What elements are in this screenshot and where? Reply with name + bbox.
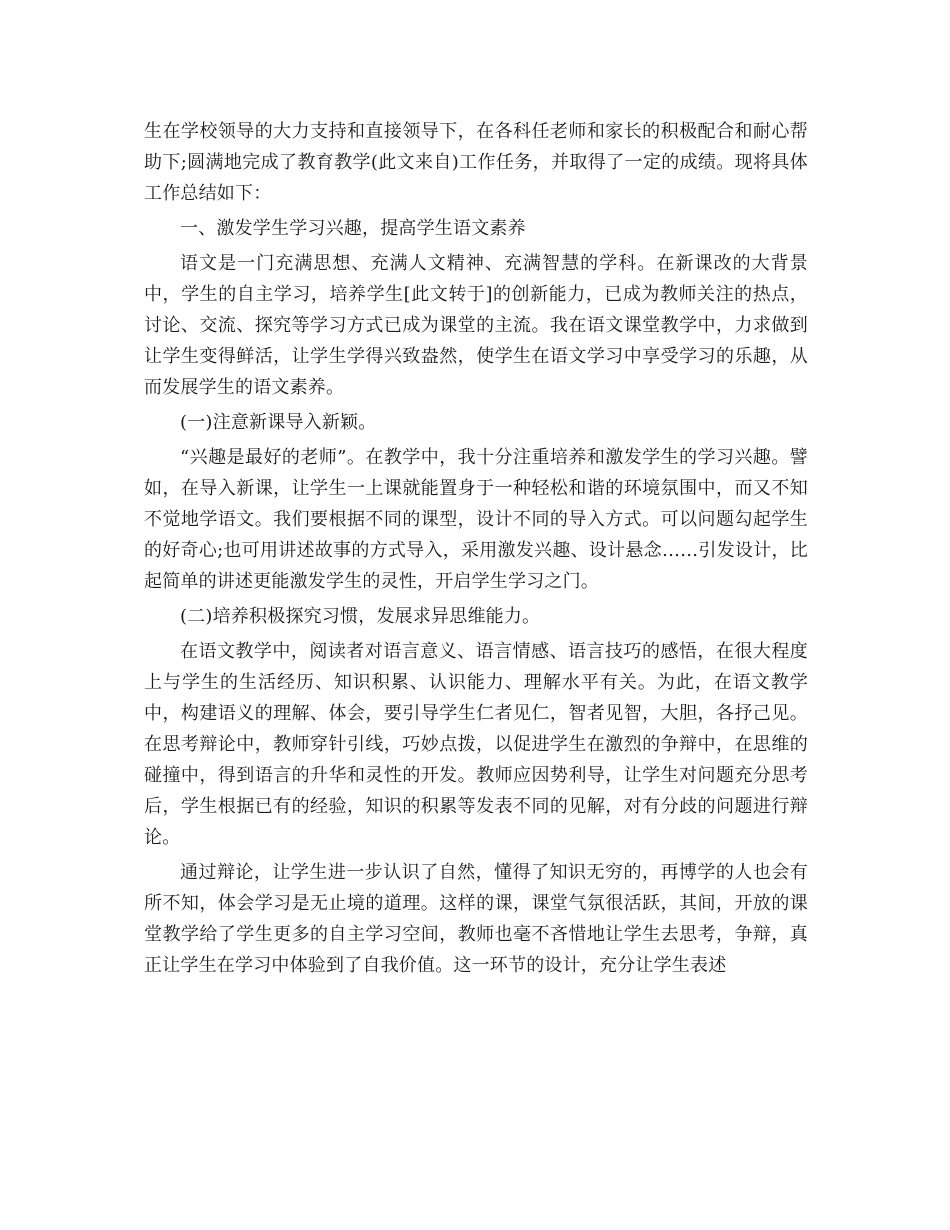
- paragraph-intro: 生在学校领导的大力支持和直接领导下，在各科任老师和家长的积极配合和耐心帮助下;圆满地完成了教育教学(此文来自)工作任务，并取得了一定的成绩。现将具体工作总结如下：: [144, 121, 808, 204]
- paragraph-inquiry: 在语文教学中，阅读者对语言意义、语言情感、语言技巧的感悟，在很大程度上与学生的生活经历、知识积累、认识能力、理解水平有关。为此，在语文教学中，构建语义的理解、体会，要引导学生仁者见仁，智者见智，大胆，各抒己见。在思考辩论中，教师穿针引线，巧妙点拨，以促进学生在激烈的争辩中，在思维的碰撞中，得到语言的升华和灵性的开发。教师应因势利导，让学生对问题充分思考后，学生根据已有的经验，知识的积累等发表不同的见解，对有分歧的问题进行辩论。: [144, 641, 808, 848]
- subheading-2: (二)培养积极探究习惯，发展求异思维能力。: [180, 606, 541, 627]
- paragraph-debate: 通过辩论，让学生进一步认识了自然，懂得了知识无穷的，再博学的人也会有所不知，体会学习是无止境的道理。这样的课，课堂气氛很活跃，其间，开放的课堂教学给了学生更多的自主学习空间，教师也毫不吝惜地让学生去思考，争辩，真正让学生在学习中体验到了自我价值。这一环节的设计，充分让学生表述: [144, 862, 808, 976]
- paragraph-chinese-literacy: 语文是一门充满思想、充满人文精神、充满智慧的学科。在新课改的大背景中，学生的自主学习，培养学生[此文转于]的创新能力，已成为教师关注的热点，讨论、交流、探究等学习方式已成为课堂的主流。我在语文课堂教学中，力求做到让学生变得鲜活，让学生学得兴致盎然，使学生在语文学习中享受学习的乐趣，从而发展学生的语文素养。: [144, 253, 808, 398]
- document-body: [144, 116, 808, 985]
- paragraph-interest: “兴趣是最好的老师”。在教学中，我十分注重培养和激发学生的学习兴趣。譬如，在导入新课，让学生一上课就能置身于一种轻松和谐的环境氛围中，而又不知不觉地学语文。我们要根据不同的课型，设计不同的导入方式。可以问题勾起学生的好奇心;也可用讲述故事的方式导入，采用激发兴趣、设计悬念……引发设计，比起简单的讲述更能激发学生的灵性，开启学生学习之门。: [144, 447, 808, 592]
- subheading-1: (一)注意新课导入新颖。: [180, 412, 377, 433]
- section-heading-1: 一、激发学生学习兴趣，提高学生语文素养: [180, 218, 526, 239]
